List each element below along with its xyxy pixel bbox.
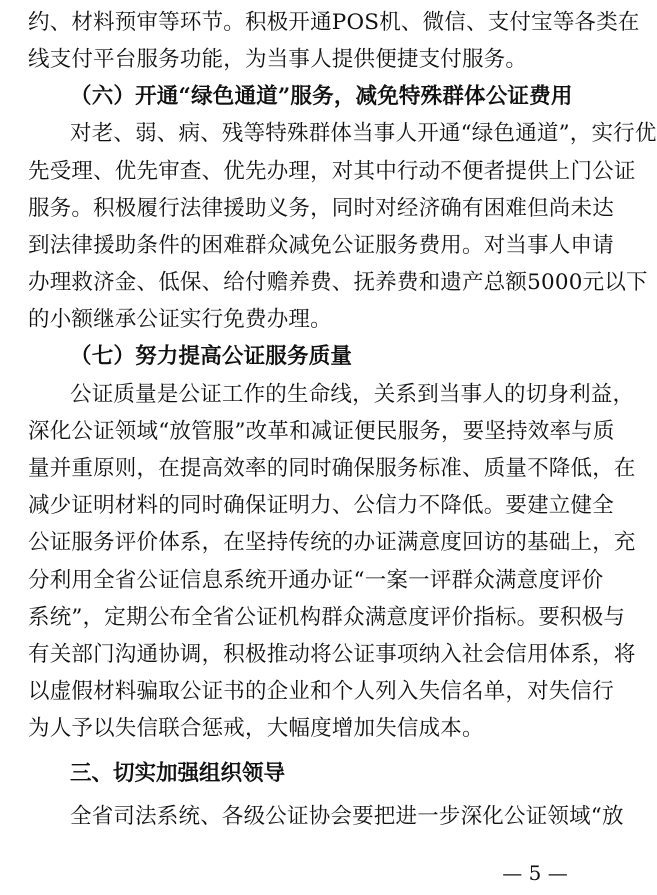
text-line-2: 线支付平台服务功能，为当事人提供便捷支付服务。 [28,46,528,72]
text-line-15: 公证服务评价体系，在坚持传统的办证满意度回访的基础上，充 [28,530,636,556]
section-heading-6: （六）开通“绿色通道”服务，减免特殊群体公证费用 [70,84,573,110]
text-line-17: 系统”，定期公布全省公证机构群众满意度评价指标。要积极与 [28,604,626,630]
text-line-18: 有关部门沟通协调，积极推动将公证事项纳入社会信用体系，将 [28,642,636,668]
text-line-9: 的小额继承公证实行免费办理。 [28,307,332,333]
text-line-22: 全省司法系统、各级公证协会要把进一步深化公证领域“放 [70,804,624,829]
text-line-11: 公证质量是公证工作的生命线，关系到当事人的切身利益， [70,381,635,407]
text-line-4: 对老、弱、病、残等特殊群体当事人开通“绿色通道”，实行优 [70,121,657,147]
text-line-19: 以虚假材料骗取公证书的企业和个人列入失信名单，对失信行 [28,679,614,705]
section-heading-3: 三、切实加强组织领导 [70,761,286,786]
section-heading-7: （七）努力提高公证服务质量 [70,344,353,370]
text-line-5: 先受理、优先审查、优先办理，对其中行动不便者提供上门公证 [28,158,636,184]
text-line-12: 深化公证领域“放管服”改革和减证便民服务，要坚持效率与质 [28,418,615,444]
text-line-14: 减少证明材料的同时确保证明力、公信力不降低。要建立健全 [28,493,614,519]
text-line-1: 约、材料预审等环节。积极开通POS机、微信、支付宝等各类在 [28,9,640,35]
text-line-8: 办理救济金、低保、给付赡养费、抚养费和遗产总额5000元以下 [28,270,648,296]
text-line-6: 服务。积极履行法律援助义务，同时对经济确有困难但尚未达 [28,195,614,221]
page-number: — 5 — [502,861,568,885]
text-line-20: 为人予以失信联合惩戒，大幅度增加失信成本。 [28,716,484,742]
text-line-13: 量并重原则，在提高效率的同时确保服务标准、质量不降低，在 [28,456,636,482]
text-line-16: 分利用全省公证信息系统开通办证“一案一评群众满意度评价 [28,567,604,593]
text-line-7: 到法律援助条件的困难群众减免公证服务费用。对当事人申请 [28,232,614,258]
